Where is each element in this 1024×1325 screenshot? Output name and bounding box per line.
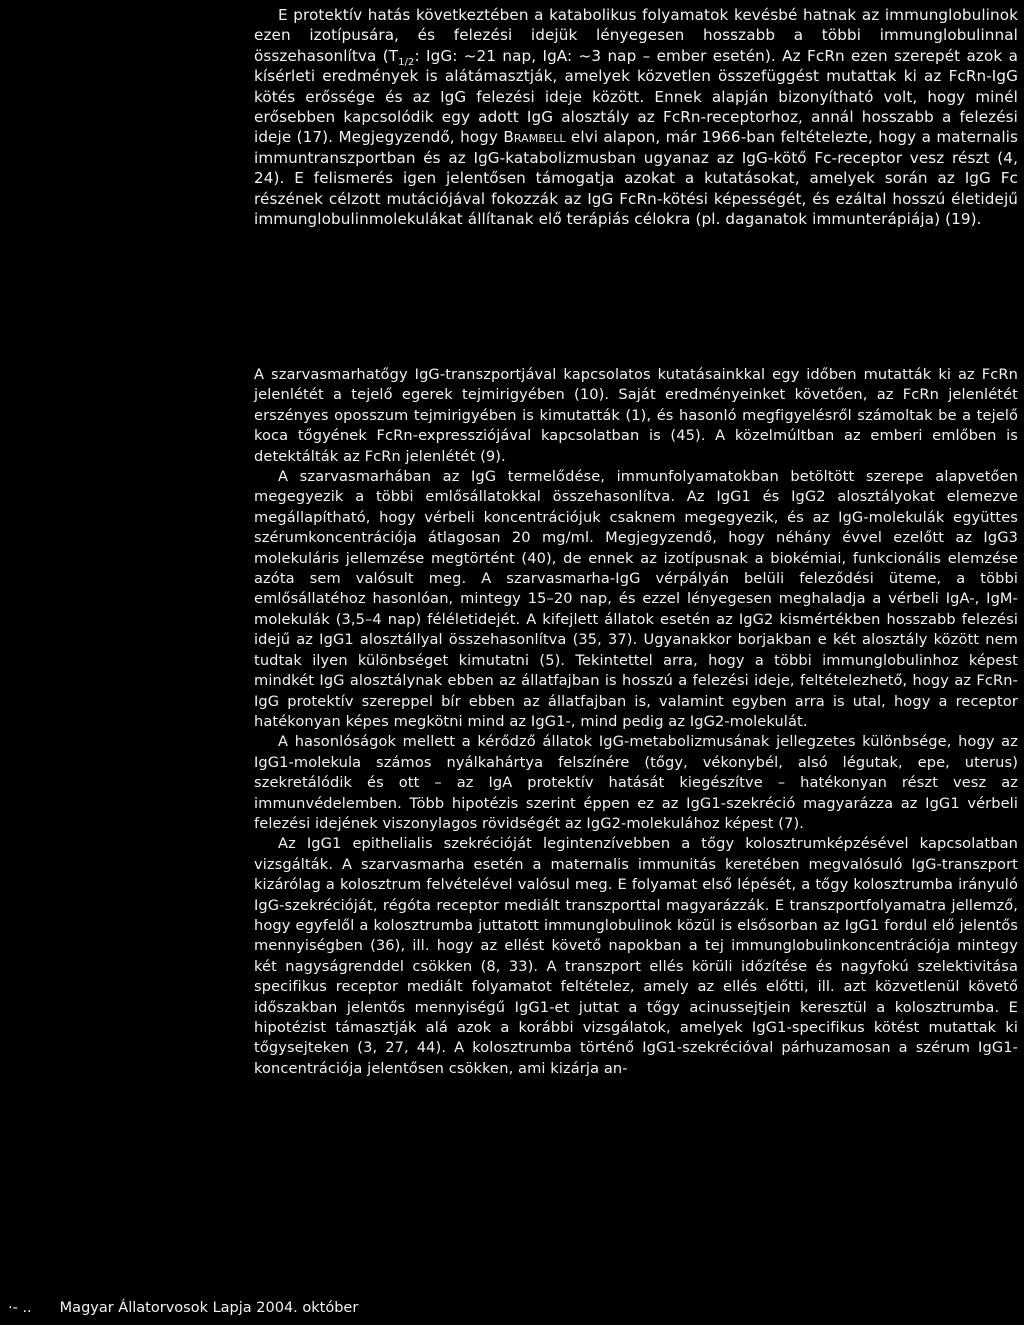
text-block-top <box>254 5 1018 229</box>
paragraph: A hasonlóságok mellett a kérődző állatok IgG-metabolizmusának jellegzetes különbsége, hogy az IgG1-molekula számos nyálkahártya felszínére (tőgy, vékonybél, alsó légutak, epe, uterus) szekretálódik és ott – az IgA protektív hatását kiegészítve – hatékonyan részt vesz az immunvédelemben. Több hipotézis szerint éppen ez az IgG1-szekréció magyarázza az IgG1 vérbeli felezési idejének viszonylagos rövidségét az IgG2-molekulához képest (7). <box>254 733 1018 832</box>
paragraph: A szarvasmarhatőgy IgG-transzportjával kapcsolatos kutatásainkkal egy időben mutatták ki az FcRn jelenlétét a tejelő egerek tejmirigyében (10). Saját eredményeinket követően, az FcRn jelenlétét erszényes oposszum tejmirigyében is kimutatták (1), és hasonló megfigyelésről számoltak be a tejelő koca tőgyének FcRn-expressziójával kapcsolatban is (45). A közelmúltban az emberi emlőben is detektálták az FcRn jelenlétét (9). <box>254 366 1018 465</box>
text-block-main <box>254 365 1018 1079</box>
footer-mark: ·- .. <box>8 1300 32 1316</box>
paragraph: Az IgG1 epithelialis szekrécióját legintenzívebben a tőgy kolosztrumképzésével kapcsolatban vizsgálták. A szarvasmarha esetén a maternalis immunitás keretében megvalósuló IgG-transzport kizárólag a kolosztrum felvételével valósul meg. E folyamat első lépését, a tőgy kolosztrumba irányuló IgG-szekrécióját, régóta receptor mediált transzporttal magyarázzák. E transzportfolyamatra jellemző, hogy egyfelől a kolosztrumba juttatott immunglobulinok közül is elsősorban az IgG1 fordul elő jelentős mennyiségben (36), ill. hogy az ellést követő napokban a tej immunglobulinkoncentrációja mintegy két nagyságrenddel csökken (8, 33). A transzport ellés körüli időzítése és nagyfokú szelektivitása specifikus receptor mediált folyamatot feltételez, amely az ellés előtti, ill. azt közvetlenül követő időszakban jelentős mennyiségű IgG1-et juttat a tőgy acinussejtjein keresztül a kolosztrumba. E hipotézist támasztják alá azok a korábbi vizsgálatok, amelyek IgG1-specifikus kötést mutattak ki tőgysejteken (3, 27, 44). A kolosztrumba történő IgG1-szekrécióval párhuzamosan a szérum IgG1-koncentrációja jelentősen csökken, ami kizárja an- <box>254 835 1018 1077</box>
journal-name: Magyar Állatorvosok Lapja 2004. október <box>59 1300 359 1316</box>
paragraph <box>254 5 1018 229</box>
paragraph-text: E protektív hatás következtében a katabolikus folyamatok kevésbé hatnak az immunglobulinok ezen izotípusára, és felezési idejük lényegesen hosszabb a többi immunglobulinnal összehasonlítva (T <box>254 6 1018 65</box>
paragraph-text: : IgG: ~21 nap, IgA: ~3 nap – ember esetén). Az FcRn ezen szerepét azok a kísérleti eredmények is alátámasztják, amelyek közvetlen összefüggést mutattak ki az FcRn-IgG kötés erőssége és az IgG felezési ideje között. Ennek alapján bizonyítható volt, hogy minél erősebben kapcsolódik egy adott IgG alosztály az FcRn-receptorhoz, annál hosszabb a felezési ideje (17). Megjegyzendő, hogy <box>254 46 1018 147</box>
subscript: 1/2 <box>398 56 415 68</box>
author-name: Brambell <box>503 128 566 147</box>
paragraph-text: elvi alapon, már 1966-ban feltételezte, hogy a maternalis immuntranszportban és az IgG-katabolizmusban ugyanaz az IgG-kötő Fc-receptor vesz részt (4, 24). E felismerés igen jelentősen támogatja azokat a kutatásokat, amelyek során az IgG Fc részének célzott mutációjával fokozzák az IgG FcRn-kötési képességét, és ezáltal hosszú életidejű immunglobulinmolekulákat állítanak elő terápiás célokra (pl. daganatok immunterápiája) (19). <box>254 128 1018 229</box>
page-footer <box>8 1298 358 1318</box>
paragraph: A szarvasmarhában az IgG termelődése, immunfolyamatokban betöltött szerepe alapvetően megegyezik a többi emlősállatokkal összehasonlítva. Az IgG1 és IgG2 alosztályokat elemezve megállapítható, hogy vérbeli koncentrációjuk csaknem megegyezik, és az IgG-molekulák együttes szérumkoncentrációja átlagosan 20 mg/ml. Megjegyzendő, hogy néhány évvel ezelőtt az IgG3 molekuláris jellemzése megtörtént (40), de ennek az izotípusnak a biokémiai, funkcionális elemzése azóta sem valósult meg. A szarvasmarha-IgG vérpályán belüli feleződési üteme, a többi emlősállatéhoz hasonlóan, mintegy 15–20 nap, és ezzel lényegesen meghaladja a vérbeli IgA-, IgM-molekulák (3,5–4 nap) féléletidejét. A kifejlett állatok esetén az IgG2 kismértékben hosszabb felezési idejű az IgG1 alosztállyal összehasonlítva (35, 37). Ugyanakkor borjakban e két alosztály között nem tudtak ilyen különbséget kimutatni (5). Tekintettel arra, hogy a többi immunglobulinhoz képest mindkét IgG alosztálynak ebben az állatfajban is hosszú a felezési ideje, feltételezhető, hogy az FcRn-IgG protektív szereppel bír ebben az állatfajban is, valamint egyben arra is utal, hogy a receptor hatékonyan képes megkötni mind az IgG1-, mind pedig az IgG2-molekulát. <box>254 468 1018 730</box>
